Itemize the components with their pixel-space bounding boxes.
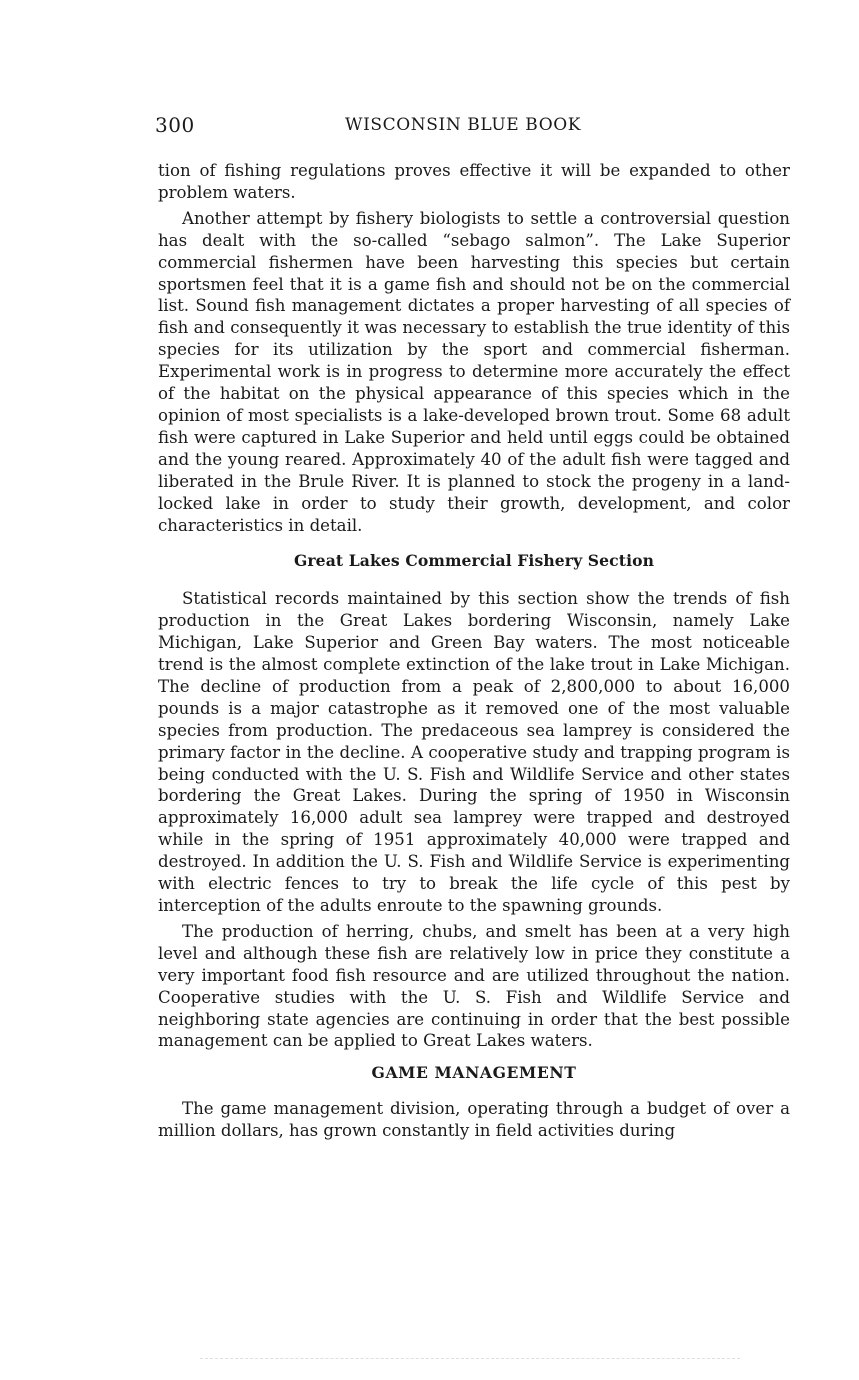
paragraph-herring-production: The production of herring, chubs, and smelt has been at a very high level and although these fish are relatively low in price they constitute a very important food fish resource and are utilized throughout the nation. Cooperative studies with the U. S. Fish and Wildlife Service and neighboring state agencies are continuing in order that the best possible management can be applied to Great Lakes waters. xyxy=(158,921,790,1051)
page-number: 300 xyxy=(155,113,195,137)
section-heading-commercial-fishery: Great Lakes Commercial Fishery Section xyxy=(293,551,655,571)
page-header xyxy=(155,113,795,141)
running-title: WISCONSIN BLUE BOOK xyxy=(345,115,582,135)
body-text xyxy=(158,160,790,1146)
paragraph-continued: tion of fishing regulations proves effective it will be expanded to other problem waters. xyxy=(158,161,790,202)
paragraph-statistical-records: Statistical records maintained by this section show the trends of fish production in the Great Lakes bordering Wisconsin, namely Lake Michigan, Lake Superior and Green Bay waters. The most noticeable trend is the almost complete extinction of the lake trout in Lake Michigan. The decline of production from a peak of 2,800,000 to about 16,000 pounds is a major catastrophe as it removed one of the most valuable species from production. The predaceous sea lamprey is considered the primary factor in the decline. A cooperative study and trapping program is being conducted with the U. S. Fish and Wildlife Service and other states bordering the Great Lakes. During the spring of 1950 in Wisconsin approximately 16,000 adult sea lamprey were trapped and destroyed while in the spring of 1951 approximately 40,000 were trapped and destroyed. In addition the U. S. Fish and Wildlife Service is experimenting with electric fences to try to break the life cycle of this pest by interception of the adults enroute to the spawning grounds. xyxy=(158,589,790,915)
section-heading-game-management: GAME MANAGEMENT xyxy=(371,1063,577,1083)
page-edge-mark xyxy=(200,1358,740,1361)
paragraph-game-management: The game management division, operating through a budget of over a million dollars, has grown constantly in field activities during xyxy=(158,1099,790,1141)
paragraph-sebago-salmon: Another attempt by fishery biologists to settle a controversial question has dealt with the so-called “sebago salmon”. The Lake Superior commercial fishermen have been harvesting this species but certain sportsmen feel that it is a game fish and should not be on the commercial list. Sound fish management dictates a proper harvesting of all species of fish and consequently it was necessary to establish the true identity of this species for its utilization by the sport and commercial fisherman. Experimental work is in progress to determine more accurately the effect of the habitat on the physical appearance of this species which in the opinion of most specialists is a lake-developed brown trout. Some 68 adult fish were captured in Lake Superior and held until eggs could be obtained and the young reared. Approximately 40 of the adult fish were tagged and liberated in the Brule River. It is planned to stock the progeny in a land-locked lake in order to study their growth, development, and color characteristics in detail. xyxy=(158,208,790,535)
